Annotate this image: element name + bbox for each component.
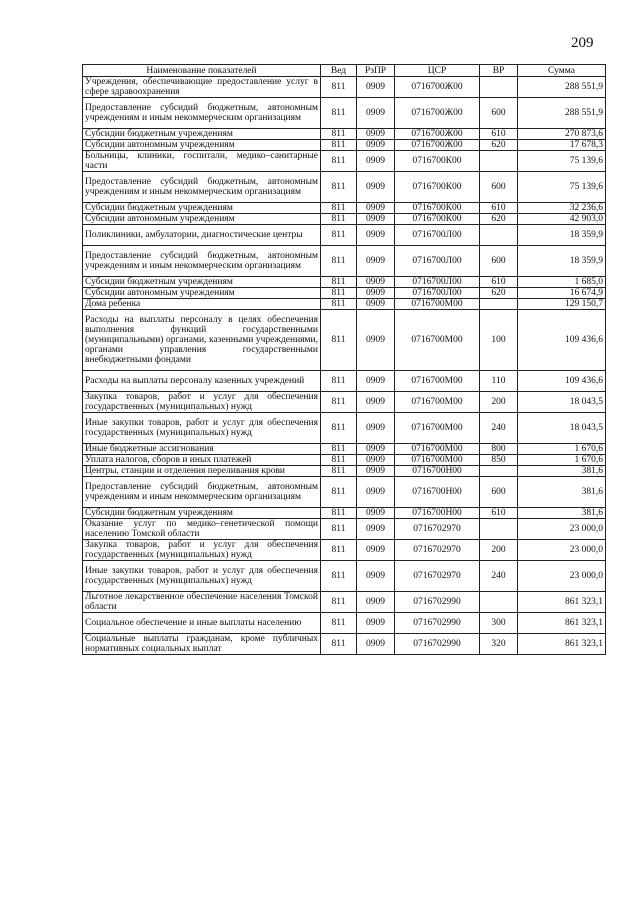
cell-vr: 850	[480, 455, 518, 466]
cell-ved: 811	[321, 477, 357, 508]
cell-rzpr: 0909	[357, 561, 395, 592]
cell-ved: 811	[321, 299, 357, 310]
cell-csr: 0716700Ж00	[395, 140, 480, 151]
cell-ved: 811	[321, 172, 357, 203]
cell-ved: 811	[321, 519, 357, 540]
cell-ved: 811	[321, 129, 357, 140]
cell-name: Оказание услуг по медико–генетической помощи населению Томской области	[83, 519, 321, 540]
cell-sum: 32 236,6	[518, 203, 606, 214]
table-header	[83, 65, 606, 77]
page-number: 209	[571, 35, 594, 51]
table-row	[83, 246, 606, 277]
cell-csr: 0716700М00	[395, 444, 480, 455]
table-row	[83, 129, 606, 140]
cell-vr: 240	[480, 413, 518, 444]
cell-rzpr: 0909	[357, 225, 395, 246]
cell-sum: 861 323,1	[518, 613, 606, 634]
table-row	[83, 592, 606, 613]
cell-vr	[480, 519, 518, 540]
header-vr: ВР	[480, 65, 518, 77]
cell-csr: 0716700Ж00	[395, 98, 480, 129]
cell-ved: 811	[321, 413, 357, 444]
cell-ved: 811	[321, 592, 357, 613]
cell-name: Центры, станции и отделения переливания крови	[83, 466, 321, 477]
cell-vr: 240	[480, 561, 518, 592]
table-row	[83, 310, 606, 371]
table-row	[83, 413, 606, 444]
cell-sum: 18 043,5	[518, 413, 606, 444]
header-row	[83, 65, 606, 77]
table-row	[83, 634, 606, 655]
cell-ved: 811	[321, 214, 357, 225]
cell-name: Предоставление субсидий бюджетным, автономным учреждениям и иным некоммерческим организациям	[83, 98, 321, 129]
cell-rzpr: 0909	[357, 140, 395, 151]
cell-vr	[480, 77, 518, 98]
cell-csr: 0716702990	[395, 634, 480, 655]
cell-rzpr: 0909	[357, 508, 395, 519]
cell-name: Субсидии бюджетным учреждениям	[83, 277, 321, 288]
cell-vr: 100	[480, 310, 518, 371]
cell-csr: 0716700Ж00	[395, 129, 480, 140]
table-row	[83, 508, 606, 519]
cell-vr	[480, 466, 518, 477]
cell-rzpr: 0909	[357, 77, 395, 98]
cell-vr: 320	[480, 634, 518, 655]
cell-csr: 0716700М00	[395, 310, 480, 371]
cell-ved: 811	[321, 98, 357, 129]
table-row	[83, 392, 606, 413]
cell-name: Расходы на выплаты персоналу в целях обеспечения выполнения функций государственными (муниципальными) органами, казенными учреждениями, органами управления государственными внебюджетными фондами	[83, 310, 321, 371]
cell-name: Уплата налогов, сборов и иных платежей	[83, 455, 321, 466]
table-row	[83, 225, 606, 246]
cell-name: Больницы, клиники, госпитали, медико–санитарные части	[83, 151, 321, 172]
cell-rzpr: 0909	[357, 392, 395, 413]
cell-csr: 0716700К00	[395, 172, 480, 203]
cell-csr: 0716700Л00	[395, 246, 480, 277]
cell-rzpr: 0909	[357, 151, 395, 172]
cell-ved: 811	[321, 203, 357, 214]
cell-vr: 800	[480, 444, 518, 455]
table-row	[83, 151, 606, 172]
table-row	[83, 288, 606, 299]
cell-ved: 811	[321, 392, 357, 413]
table-row	[83, 77, 606, 98]
cell-sum: 17 678,3	[518, 140, 606, 151]
cell-vr	[480, 592, 518, 613]
cell-name: Дома ребенка	[83, 299, 321, 310]
cell-sum: 381,6	[518, 508, 606, 519]
cell-rzpr: 0909	[357, 129, 395, 140]
cell-sum: 1 670,6	[518, 455, 606, 466]
cell-name: Иные бюджетные ассигнования	[83, 444, 321, 455]
table-row	[83, 203, 606, 214]
cell-csr: 0716700К00	[395, 214, 480, 225]
cell-vr	[480, 225, 518, 246]
cell-csr: 0716700М00	[395, 413, 480, 444]
cell-name: Иные закупки товаров, работ и услуг для обеспечения государственных (муниципальных) нужд	[83, 561, 321, 592]
table-row	[83, 519, 606, 540]
cell-sum: 75 139,6	[518, 172, 606, 203]
header-rzpr: РзПР	[357, 65, 395, 77]
cell-ved: 811	[321, 561, 357, 592]
cell-vr: 600	[480, 98, 518, 129]
cell-rzpr: 0909	[357, 634, 395, 655]
cell-sum: 381,6	[518, 466, 606, 477]
cell-csr: 0716702970	[395, 540, 480, 561]
cell-name: Закупка товаров, работ и услуг для обеспечения государственных (муниципальных) нужд	[83, 540, 321, 561]
cell-vr: 600	[480, 172, 518, 203]
cell-sum: 23 000,0	[518, 540, 606, 561]
cell-vr: 610	[480, 277, 518, 288]
cell-sum: 23 000,0	[518, 561, 606, 592]
header-csr: ЦСР	[395, 65, 480, 77]
cell-rzpr: 0909	[357, 288, 395, 299]
cell-sum: 1 670,6	[518, 444, 606, 455]
cell-vr	[480, 299, 518, 310]
cell-ved: 811	[321, 634, 357, 655]
cell-rzpr: 0909	[357, 98, 395, 129]
table-row	[83, 613, 606, 634]
cell-sum: 23 000,0	[518, 519, 606, 540]
cell-sum: 18 359,9	[518, 246, 606, 277]
cell-sum: 1 685,0	[518, 277, 606, 288]
header-ved: Вед	[321, 65, 357, 77]
cell-name: Закупка товаров, работ и услуг для обеспечения государственных (муниципальных) нужд	[83, 392, 321, 413]
cell-ved: 811	[321, 277, 357, 288]
cell-rzpr: 0909	[357, 455, 395, 466]
cell-csr: 0716700Л00	[395, 288, 480, 299]
cell-csr: 0716700Ж00	[395, 77, 480, 98]
cell-rzpr: 0909	[357, 214, 395, 225]
cell-ved: 811	[321, 444, 357, 455]
table-row	[83, 444, 606, 455]
cell-ved: 811	[321, 371, 357, 392]
cell-ved: 811	[321, 310, 357, 371]
cell-vr: 110	[480, 371, 518, 392]
cell-rzpr: 0909	[357, 203, 395, 214]
cell-sum: 18 359,9	[518, 225, 606, 246]
cell-vr: 200	[480, 540, 518, 561]
cell-sum: 75 139,6	[518, 151, 606, 172]
cell-csr: 0716700Л00	[395, 277, 480, 288]
cell-ved: 811	[321, 540, 357, 561]
cell-csr: 0716700М00	[395, 299, 480, 310]
table-row	[83, 455, 606, 466]
table-row	[83, 371, 606, 392]
cell-ved: 811	[321, 151, 357, 172]
cell-name: Учреждения, обеспечивающие предоставление услуг в сфере здравоохранения	[83, 77, 321, 98]
cell-csr: 0716702990	[395, 592, 480, 613]
cell-vr: 610	[480, 129, 518, 140]
cell-ved: 811	[321, 508, 357, 519]
cell-sum: 16 674,9	[518, 288, 606, 299]
table-body	[83, 77, 606, 655]
table-row	[83, 466, 606, 477]
cell-rzpr: 0909	[357, 172, 395, 203]
cell-csr: 0716700К00	[395, 151, 480, 172]
cell-name: Субсидии бюджетным учреждениям	[83, 203, 321, 214]
table-row	[83, 214, 606, 225]
cell-name: Субсидии автономным учреждениям	[83, 288, 321, 299]
cell-name: Социальные выплаты гражданам, кроме публичных нормативных социальных выплат	[83, 634, 321, 655]
table-row	[83, 561, 606, 592]
cell-csr: 0716700К00	[395, 203, 480, 214]
cell-sum: 288 551,9	[518, 77, 606, 98]
cell-rzpr: 0909	[357, 277, 395, 288]
cell-csr: 0716700Н00	[395, 508, 480, 519]
cell-sum: 18 043,5	[518, 392, 606, 413]
cell-csr: 0716700Л00	[395, 225, 480, 246]
cell-name: Предоставление субсидий бюджетным, автономным учреждениям и иным некоммерческим организациям	[83, 172, 321, 203]
cell-sum: 381,6	[518, 477, 606, 508]
cell-csr: 0716700М00	[395, 371, 480, 392]
table-row	[83, 540, 606, 561]
cell-ved: 811	[321, 613, 357, 634]
cell-ved: 811	[321, 77, 357, 98]
cell-name: Социальное обеспечение и иные выплаты населению	[83, 613, 321, 634]
cell-name: Льготное лекарственное обеспечение населения Томской области	[83, 592, 321, 613]
header-name: Наименование показателей	[83, 65, 321, 77]
cell-name: Субсидии автономным учреждениям	[83, 214, 321, 225]
table-row	[83, 140, 606, 151]
cell-csr: 0716702970	[395, 561, 480, 592]
cell-csr: 0716700Н00	[395, 466, 480, 477]
cell-sum: 861 323,1	[518, 634, 606, 655]
cell-name: Субсидии автономным учреждениям	[83, 140, 321, 151]
cell-rzpr: 0909	[357, 310, 395, 371]
cell-name: Предоставление субсидий бюджетным, автономным учреждениям и иным некоммерческим организациям	[83, 477, 321, 508]
table-row	[83, 277, 606, 288]
cell-sum: 42 903,0	[518, 214, 606, 225]
cell-name: Предоставление субсидий бюджетным, автономным учреждениям и иным некоммерческим организациям	[83, 246, 321, 277]
cell-rzpr: 0909	[357, 444, 395, 455]
cell-ved: 811	[321, 288, 357, 299]
cell-csr: 0716700М00	[395, 392, 480, 413]
cell-vr	[480, 151, 518, 172]
cell-csr: 0716700Н00	[395, 477, 480, 508]
cell-rzpr: 0909	[357, 613, 395, 634]
cell-name: Субсидии бюджетным учреждениям	[83, 508, 321, 519]
cell-csr: 0716702970	[395, 519, 480, 540]
cell-name: Иные закупки товаров, работ и услуг для обеспечения государственных (муниципальных) нужд	[83, 413, 321, 444]
cell-vr: 300	[480, 613, 518, 634]
cell-ved: 811	[321, 140, 357, 151]
cell-vr: 620	[480, 214, 518, 225]
cell-rzpr: 0909	[357, 540, 395, 561]
cell-sum: 109 436,6	[518, 310, 606, 371]
header-sum: Сумма	[518, 65, 606, 77]
cell-rzpr: 0909	[357, 299, 395, 310]
cell-vr: 600	[480, 246, 518, 277]
table-row	[83, 477, 606, 508]
cell-sum: 288 551,9	[518, 98, 606, 129]
cell-name: Субсидии бюджетным учреждениям	[83, 129, 321, 140]
cell-vr: 620	[480, 140, 518, 151]
cell-sum: 129 150,7	[518, 299, 606, 310]
cell-rzpr: 0909	[357, 246, 395, 277]
cell-vr: 200	[480, 392, 518, 413]
table-row	[83, 98, 606, 129]
cell-rzpr: 0909	[357, 413, 395, 444]
cell-vr: 610	[480, 508, 518, 519]
cell-csr: 0716700М00	[395, 455, 480, 466]
cell-rzpr: 0909	[357, 592, 395, 613]
cell-name: Поликлиники, амбулатории, диагностические центры	[83, 225, 321, 246]
cell-rzpr: 0909	[357, 477, 395, 508]
cell-rzpr: 0909	[357, 519, 395, 540]
cell-ved: 811	[321, 466, 357, 477]
cell-sum: 270 873,6	[518, 129, 606, 140]
cell-rzpr: 0909	[357, 371, 395, 392]
table-row	[83, 172, 606, 203]
cell-name: Расходы на выплаты персоналу казенных учреждений	[83, 371, 321, 392]
cell-sum: 109 436,6	[518, 371, 606, 392]
cell-csr: 0716702990	[395, 613, 480, 634]
cell-vr: 600	[480, 477, 518, 508]
cell-ved: 811	[321, 225, 357, 246]
cell-ved: 811	[321, 455, 357, 466]
cell-ved: 811	[321, 246, 357, 277]
budget-table	[82, 64, 606, 655]
cell-rzpr: 0909	[357, 466, 395, 477]
cell-vr: 620	[480, 288, 518, 299]
table-row	[83, 299, 606, 310]
cell-vr: 610	[480, 203, 518, 214]
cell-sum: 861 323,1	[518, 592, 606, 613]
